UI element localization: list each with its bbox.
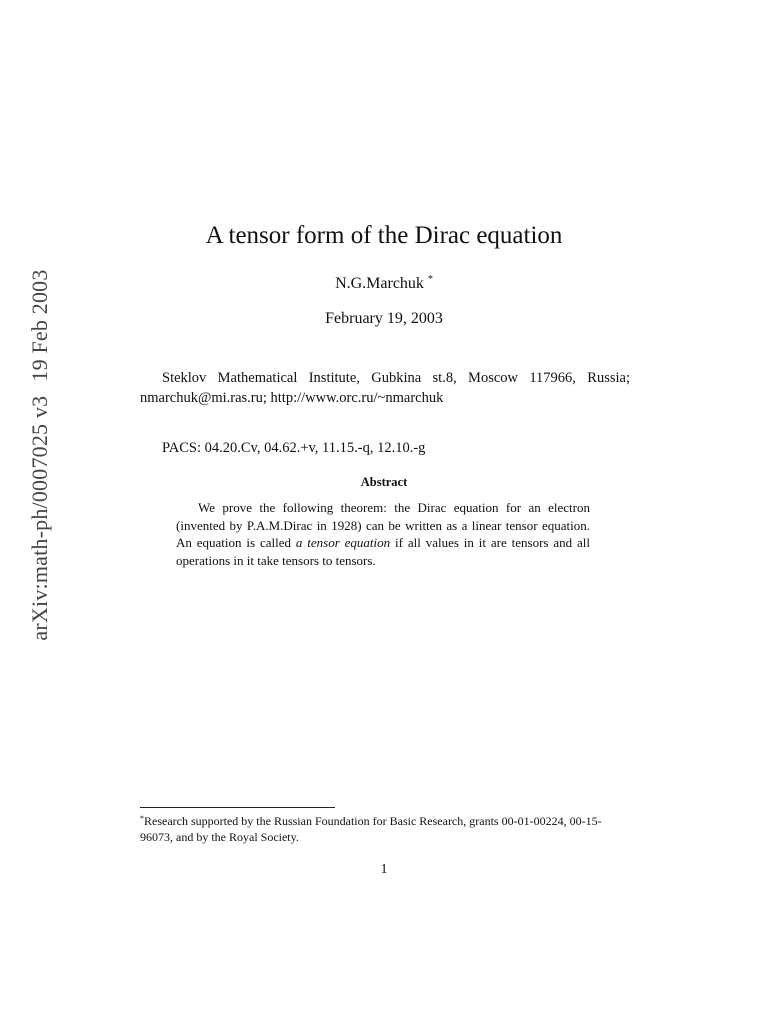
footnote-text: Research supported by the Russian Foundation for Basic Research, grants 00-01-00224, 00-15-96073, and by the Royal Society. <box>140 814 602 844</box>
abstract-text-end: if all values in it are tensors and all operations in it take tensors to tensors. <box>176 535 590 568</box>
footnote-mark: * <box>140 814 144 823</box>
author-name: N.G.Marchuk <box>335 275 424 292</box>
arxiv-identifier: arXiv:math-ph/0007025 v3 <box>27 395 52 641</box>
paper-title: A tensor form of the Dirac equation <box>205 222 563 249</box>
abstract-text-start: We prove the following theorem: the Dirac equation for an electron (invented by P.A.M.Dirac in 1928) can be written as a linear tensor equation. An equation is called <box>176 500 590 550</box>
paper-date: February 19, 2003 <box>325 310 443 327</box>
affiliation <box>140 368 630 408</box>
author-footnote-mark: * <box>427 274 433 285</box>
author-line <box>0 274 768 293</box>
pacs-codes: PACS: 04.20.Cv, 04.62.+v, 11.15.-q, 12.10.-g <box>162 440 426 456</box>
abstract-body <box>176 499 590 569</box>
page-number: 1 <box>380 862 388 877</box>
arxiv-date: 19 Feb 2003 <box>27 269 52 382</box>
abstract-emphasis: a tensor equation <box>295 535 391 550</box>
footnote <box>140 811 630 845</box>
affiliation-line-2: nmarchuk@mi.ras.ru; http://www.orc.ru/~nmarchuk <box>140 390 444 406</box>
affiliation-line-1: Steklov Mathematical Institute, Gubkina st.8, Moscow 117966, Russia; <box>162 370 630 386</box>
footnote-divider <box>140 807 335 808</box>
abstract-heading: Abstract <box>360 475 408 489</box>
